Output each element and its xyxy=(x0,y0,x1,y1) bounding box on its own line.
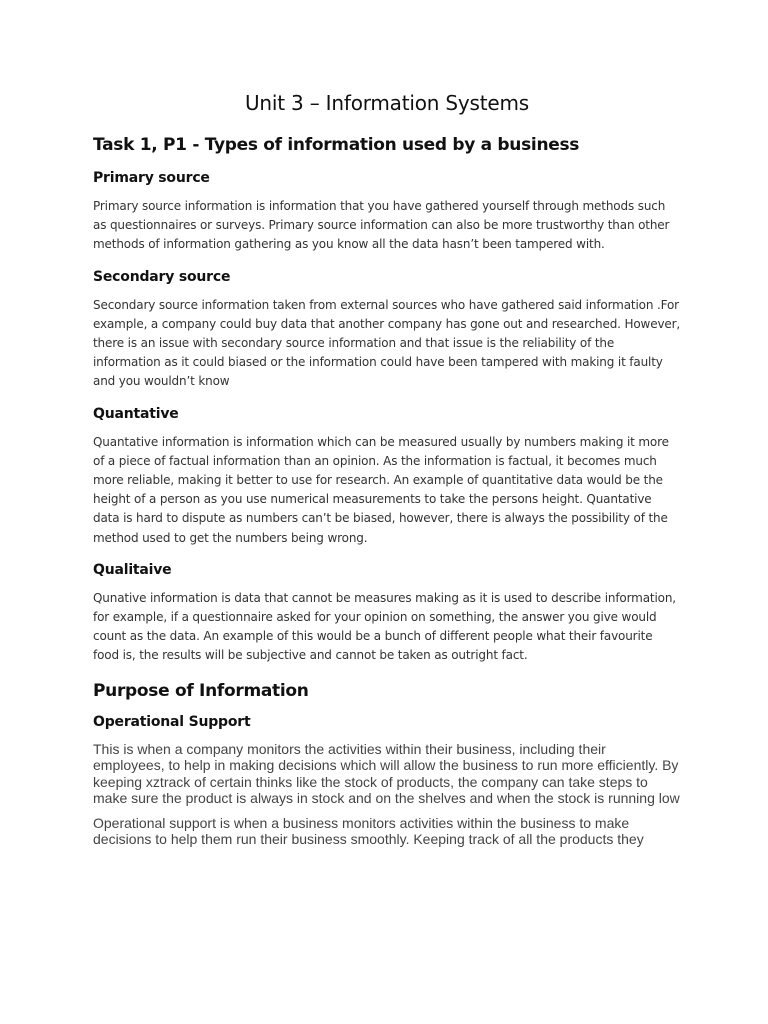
section-heading-qualitaive: Qualitaive xyxy=(93,561,172,578)
purpose-heading: Purpose of Information xyxy=(93,680,309,701)
section-text-secondary-source: Secondary source information taken from external sources who have gathered said information .For example, a company could buy data that another company has gone out and researched. However, there is an issue with secondary source information and that issue is the reliability of the information as it could biased or the information could have been tampered with making it faulty and you wouldn’t know xyxy=(93,297,681,389)
task-heading: Task 1, P1 - Types of information used by a business xyxy=(93,135,580,155)
section-text-quantative: Quantative information is information which can be measured usually by numbers making it more of a piece of factual information than an opinion. As the information is factual, it becomes much more reliable, making it better to use for research. An example of quantitative data would be the height of a person as you use numerical measurements to take the persons height. Quantative data is hard to dispute as numbers can’t be biased, however, there is always the possibility of the method used to get the numbers being wrong. xyxy=(93,434,669,545)
operational-support-paragraph-2: Operational support is when a business monitors activities within the business to make decisions to help them run their business smoothly. Keeping track of all the products they xyxy=(93,814,644,848)
document-title: Unit 3 – Information Systems xyxy=(244,91,530,115)
document-content xyxy=(93,86,681,856)
section-heading-secondary-source: Secondary source xyxy=(93,268,231,285)
section-heading-quantative: Quantative xyxy=(93,405,179,422)
operational-support-paragraph-1: This is when a company monitors the activities within their business, including their employees, to help in making decisions which will allow the business to run more efficiently. By keeping xztrack of certain thinks like the stock of products, the company can take steps to make sure the product is always in stock and on the shelves and when the stock is running low xyxy=(93,740,680,807)
operational-support-heading: Operational Support xyxy=(93,713,251,730)
section-heading-primary-source: Primary source xyxy=(93,170,210,186)
section-text-qualitaive: Qunative information is data that cannot be measures making as it is used to describe information, for example, if a questionnaire asked for your opinion on something, the answer you give would count as the data. An example of this would be a bunch of different people what their favourite food is, the results will be subjective and cannot be taken as outright fact. xyxy=(93,590,676,663)
section-text-primary-source: Primary source information is information that you have gathered yourself through methods such as questionnaires or surveys. Primary source information can also be more trustworthy than other methods of information gathering as you know all the data hasn’t been tampered with. xyxy=(93,199,670,252)
